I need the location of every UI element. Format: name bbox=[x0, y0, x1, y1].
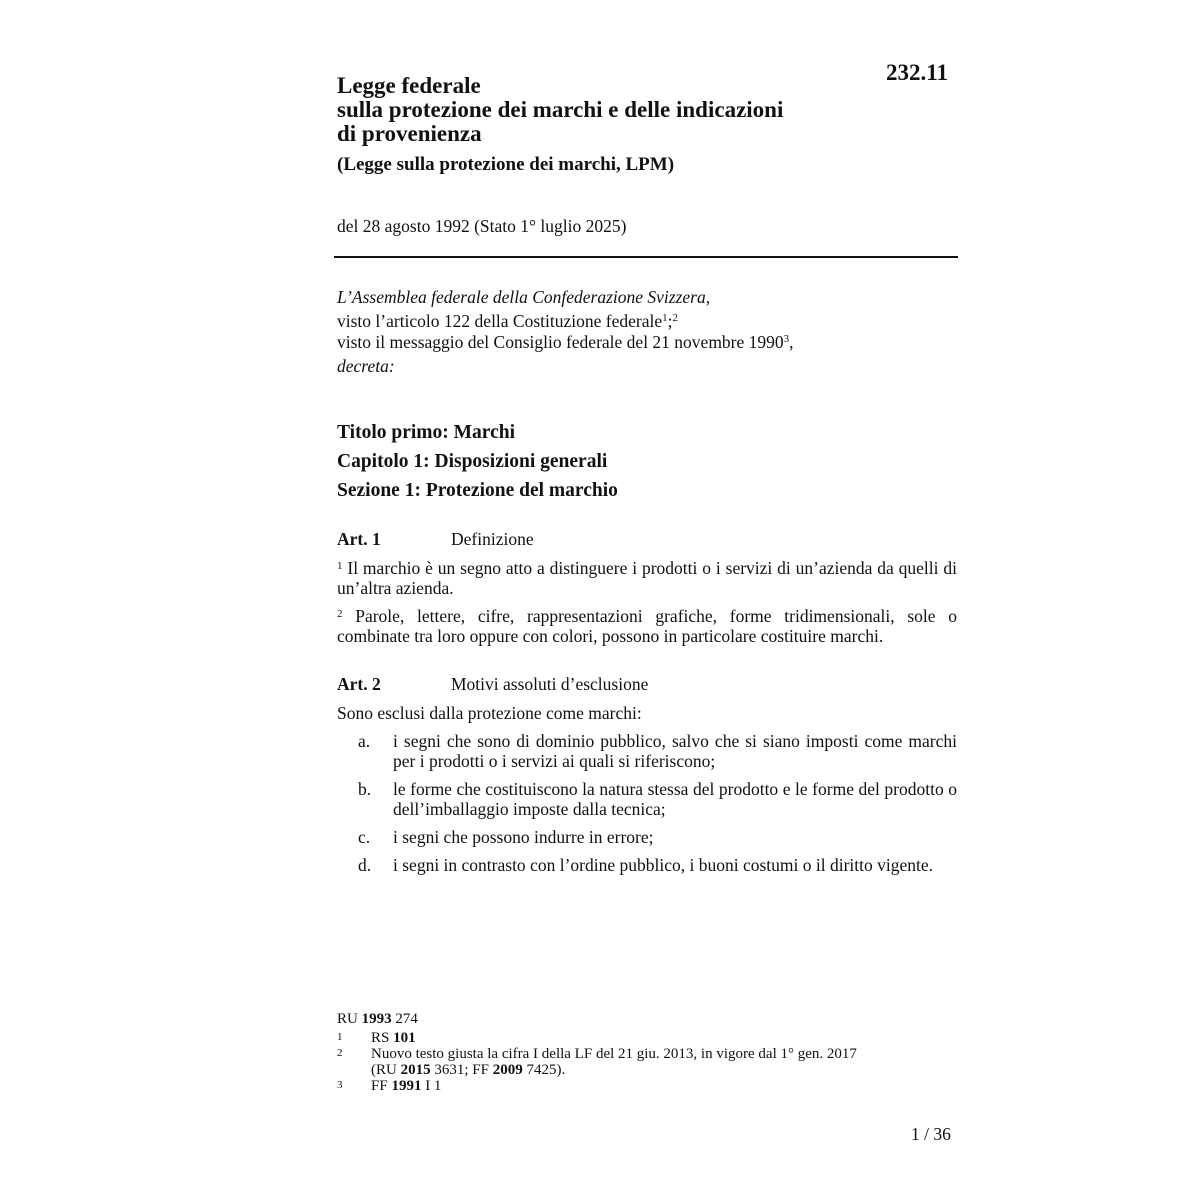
footnote-2 bbox=[337, 1046, 957, 1078]
footnote-text bbox=[371, 1030, 957, 1046]
list-letter: d. bbox=[358, 855, 372, 875]
footnote-number: 2 bbox=[337, 1047, 343, 1059]
article-2-intro: Sono esclusi dalla protezione come marchi: bbox=[337, 703, 642, 723]
ru-prefix: RU bbox=[337, 1011, 362, 1027]
preamble-messaggio bbox=[337, 332, 957, 353]
ru-page: 274 bbox=[391, 1011, 418, 1027]
fn1-bold: 101 bbox=[393, 1030, 416, 1046]
footnote-3 bbox=[337, 1078, 957, 1094]
preamble-assembly: L’Assemblea federale della Confederazione Svizzera, bbox=[337, 287, 711, 307]
costituzione-text: visto l’articolo 122 della Costituzione federale bbox=[337, 311, 663, 331]
list-text: i segni in contrasto con l’ordine pubblico, i buoni costumi o il diritto vigente. bbox=[393, 855, 933, 875]
date-line: del 28 agosto 1992 (Stato 1° luglio 2025) bbox=[337, 216, 627, 236]
paragraph-number: 1 bbox=[337, 560, 343, 572]
article-number: Art. 1 bbox=[337, 529, 381, 549]
fn3-prefix: FF bbox=[371, 1078, 392, 1094]
article-title: Motivi assoluti d’esclusione bbox=[451, 674, 649, 694]
footnote-number: 3 bbox=[337, 1079, 343, 1091]
ru-reference bbox=[337, 1011, 957, 1027]
fn2-line2 bbox=[371, 1062, 957, 1078]
footnote-ref-1[interactable]: 1 bbox=[662, 312, 668, 324]
fn2-l2a: (RU bbox=[371, 1062, 401, 1078]
preamble bbox=[337, 287, 957, 377]
article-1-paragraph-1 bbox=[337, 558, 957, 598]
list-letter: c. bbox=[358, 827, 371, 847]
title-line: di provenienza bbox=[337, 121, 482, 146]
fn2-l2d: 2009 bbox=[492, 1062, 523, 1078]
list-letter: a. bbox=[358, 731, 371, 751]
footnote-ref-3[interactable]: 3 bbox=[783, 333, 790, 345]
paragraph-text: Parole, lettere, cifre, rappresentazioni grafiche, forme tridimensionali, sole o combinate tra loro oppure con colori, possono in particolare costituire marchi. bbox=[337, 606, 957, 646]
fn2-l2b: 2015 bbox=[400, 1062, 431, 1078]
preamble-decreta: decreta: bbox=[337, 356, 395, 376]
fn2-l2c: 3631; FF bbox=[430, 1062, 493, 1078]
fn2-line1: Nuovo testo giusta la cifra I della LF del 21 giu. 2013, in vigore dal 1° gen. 2017 bbox=[371, 1046, 857, 1062]
footnote-number: 1 bbox=[337, 1031, 343, 1043]
section-heading: Sezione 1: Protezione del marchio bbox=[337, 480, 618, 501]
header-divider bbox=[334, 256, 958, 258]
paragraph-number: 2 bbox=[337, 608, 343, 620]
fn3-suffix: I 1 bbox=[421, 1078, 442, 1094]
messaggio-text: visto il messaggio del Consiglio federale del 21 novembre 1990 bbox=[337, 332, 784, 352]
title-line: Legge federale bbox=[337, 73, 481, 98]
footnotes bbox=[337, 1011, 957, 1094]
list-text: i segni che sono di dominio pubblico, salvo che si siano imposti come marchi per i prodotti o i servizi ai quali si riferiscono; bbox=[393, 731, 957, 771]
article-1-paragraph-2 bbox=[337, 606, 957, 646]
fn2-l2e: 7425). bbox=[522, 1062, 566, 1078]
article-1-heading bbox=[337, 529, 534, 550]
semicolon: ; bbox=[667, 311, 673, 331]
article-title: Definizione bbox=[451, 529, 534, 549]
article-number: Art. 2 bbox=[337, 674, 381, 694]
short-title: (Legge sulla protezione dei marchi, LPM) bbox=[337, 154, 675, 175]
fn3-bold: 1991 bbox=[391, 1078, 422, 1094]
comma: , bbox=[789, 332, 794, 352]
footnote-text bbox=[371, 1046, 957, 1078]
list-item bbox=[337, 779, 957, 819]
document-title bbox=[337, 74, 857, 146]
list-item bbox=[337, 731, 957, 771]
footnote-ref-2[interactable]: 2 bbox=[672, 312, 678, 324]
footnote-text bbox=[371, 1078, 957, 1094]
list-item bbox=[337, 827, 957, 847]
list-text: i segni che possono indurre in errore; bbox=[393, 827, 654, 847]
page-number: 1 / 36 bbox=[911, 1124, 951, 1144]
ru-year: 1993 bbox=[361, 1011, 392, 1027]
sr-number: 232.11 bbox=[886, 60, 948, 85]
article-2-list bbox=[337, 731, 957, 883]
title-line: sulla protezione dei marchi e delle indicazioni bbox=[337, 97, 784, 122]
list-text: le forme che costituiscono la natura stessa del prodotto e le forme del prodotto o dell’imballaggio imposte dalla tecnica; bbox=[393, 779, 957, 819]
footnote-1 bbox=[337, 1030, 957, 1046]
list-letter: b. bbox=[358, 779, 372, 799]
fn1-prefix: RS bbox=[371, 1030, 394, 1046]
chapter-heading: Capitolo 1: Disposizioni generali bbox=[337, 451, 608, 472]
paragraph-text: Il marchio è un segno atto a distinguere i prodotti o i servizi di un’azienda da quelli di un’altra azienda. bbox=[337, 558, 957, 598]
title-heading: Titolo primo: Marchi bbox=[337, 422, 516, 443]
preamble-costituzione bbox=[337, 311, 957, 332]
article-2-heading bbox=[337, 674, 648, 695]
list-item bbox=[337, 855, 957, 875]
